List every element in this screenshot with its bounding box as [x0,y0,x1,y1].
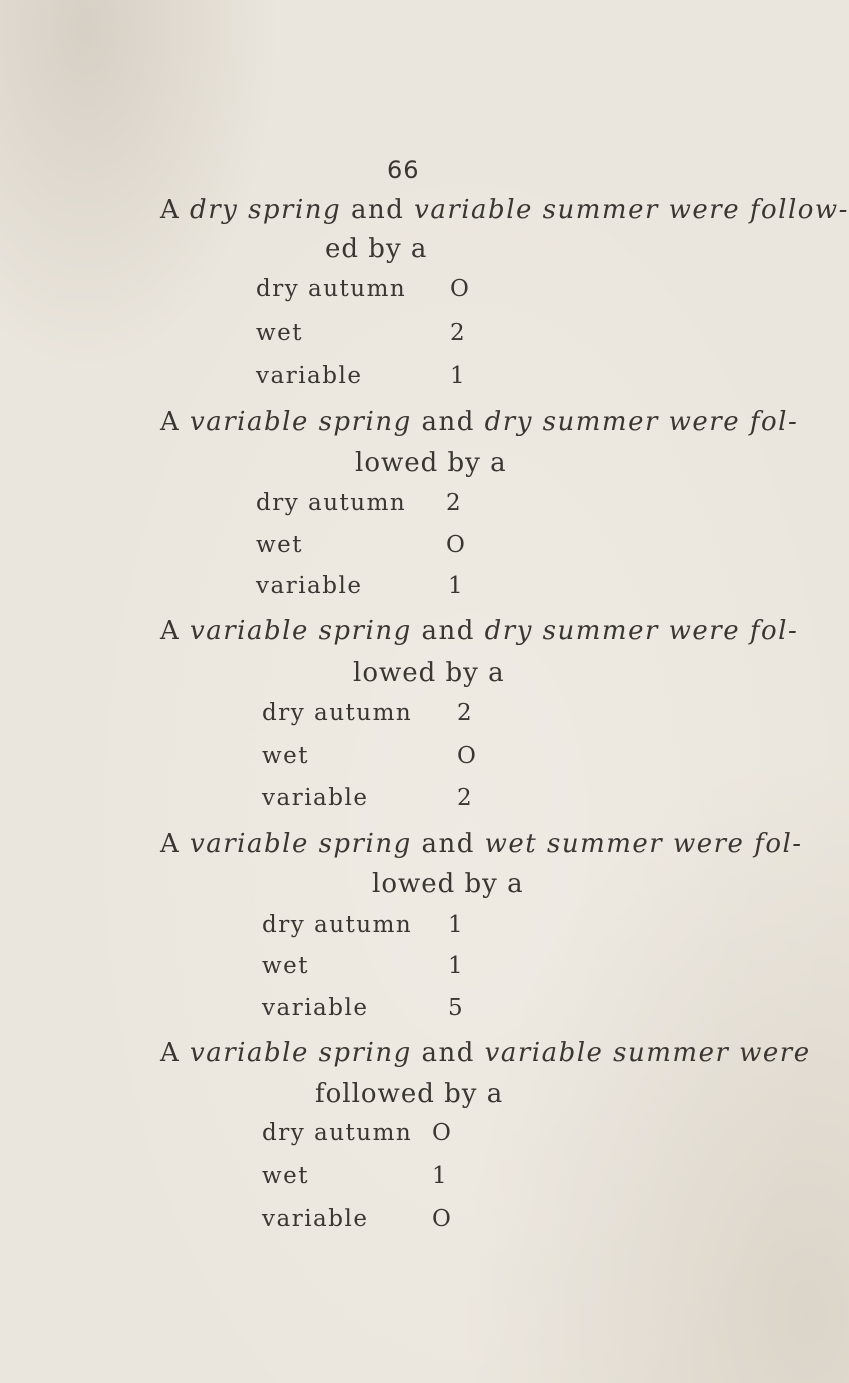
row-label: wet [262,953,310,979]
heading-and: and [421,1038,475,1068]
row-label: wet [256,320,304,346]
row-label: variable [262,785,369,811]
row-count: 1 [448,953,465,979]
heading-summer: variable summer were follow- [414,195,849,225]
heading-continuation: lowed by a [353,658,505,688]
row-label: wet [256,532,304,558]
heading-spring: variable spring [190,616,412,646]
heading-and: and [421,829,475,859]
heading-summer: dry summer were fol- [484,407,799,437]
heading-and: and [350,195,405,225]
row-count: 2 [457,700,474,726]
row-label: wet [262,1163,310,1189]
heading-spring: variable spring [190,829,412,859]
row-count: O [450,276,471,302]
heading-continuation: followed by a [315,1079,504,1109]
section-heading [160,407,798,437]
section-heading [160,195,849,225]
row-label: variable [262,1206,369,1232]
heading-article: A [160,1038,181,1068]
row-count: 2 [446,490,463,516]
heading-summer: variable summer were [484,1038,811,1068]
heading-continuation: lowed by a [372,869,524,899]
heading-summer: wet summer were fol- [484,829,803,859]
heading-continuation: lowed by a [355,448,507,478]
page-number: 66 [387,156,420,184]
row-label: dry autumn [262,700,413,726]
section-heading [160,1038,811,1068]
row-count: 2 [457,785,474,811]
row-label: variable [256,363,363,389]
heading-article: A [160,829,181,859]
row-count: O [446,532,467,558]
section-heading [160,616,798,646]
section-heading [160,829,803,859]
heading-spring: variable spring [190,1038,412,1068]
row-count: O [432,1120,453,1146]
row-label: wet [262,743,310,769]
heading-and: and [421,616,475,646]
heading-article: A [160,195,181,225]
row-label: dry autumn [262,1120,413,1146]
row-label: dry autumn [256,276,407,302]
row-label: dry autumn [262,912,413,938]
heading-article: A [160,407,181,437]
row-count: 2 [450,320,467,346]
row-count: 1 [448,912,465,938]
heading-spring: dry spring [190,195,342,225]
row-count: 1 [448,573,465,599]
heading-article: A [160,616,181,646]
row-label: variable [256,573,363,599]
row-label: dry autumn [256,490,407,516]
row-count: 5 [448,995,465,1021]
heading-continuation: ed by a [325,234,428,264]
heading-summer: dry summer were fol- [484,616,799,646]
row-label: variable [262,995,369,1021]
row-count: 1 [450,363,467,389]
row-count: 1 [432,1163,449,1189]
row-count: O [457,743,478,769]
heading-spring: variable spring [190,407,412,437]
row-count: O [432,1206,453,1232]
heading-and: and [421,407,475,437]
